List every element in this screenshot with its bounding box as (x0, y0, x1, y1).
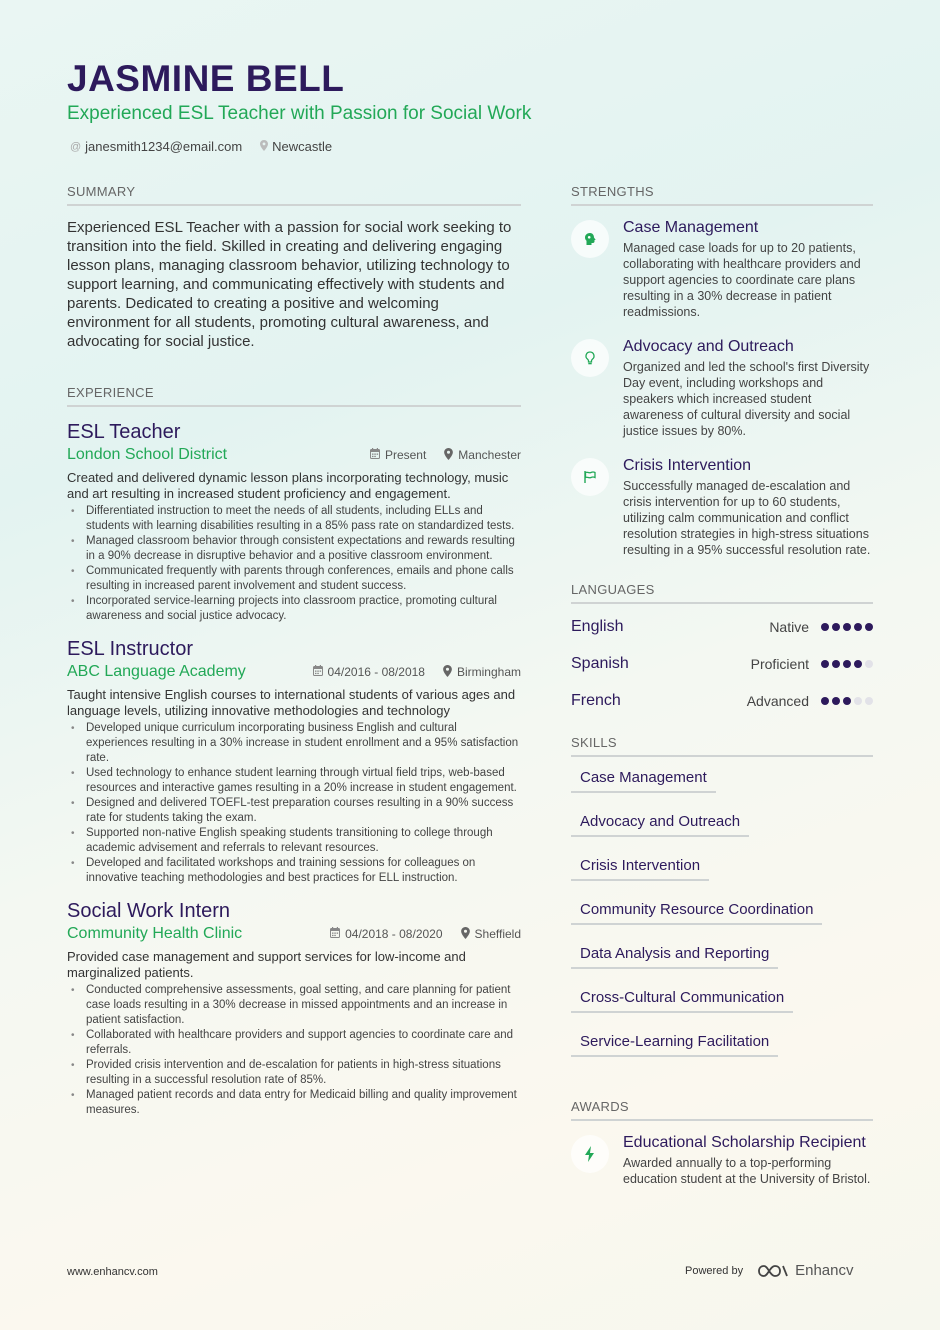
job-title: ESL Instructor (67, 638, 193, 660)
job-bullet: • Supported non-native English speaking students transitioning to college through academic advisement and referrals to relevant resources. (67, 826, 521, 856)
strength-title: Case Management (623, 219, 759, 236)
language-proficiency (769, 619, 873, 635)
skill-tag: Case Management (571, 761, 716, 793)
language-level: Native (769, 618, 809, 635)
job-dates (313, 665, 425, 680)
footer-website[interactable]: www.enhancv.com (67, 1266, 158, 1278)
job-location-text: Birmingham (456, 665, 521, 679)
language-name: English (571, 617, 624, 635)
enhancv-logo-icon (757, 1263, 789, 1279)
award-title: Educational Scholarship Recipient (623, 1134, 866, 1151)
calendar-icon (313, 665, 323, 679)
flag-icon (571, 458, 609, 496)
strength-body (623, 218, 873, 320)
job-bullets (67, 983, 521, 1118)
rating-dot-empty (865, 697, 873, 705)
language-item (571, 645, 873, 682)
strength-description: Organized and led the school's first Diversity Day event, including workshops and speakers which increased student awareness of cultural diversity and social justice issues by 80%. (623, 360, 870, 438)
strength-body (623, 456, 873, 558)
location-text: Newcastle (272, 139, 333, 154)
language-proficiency (747, 693, 873, 709)
skill-row (571, 937, 873, 981)
job-meta-row (67, 663, 521, 681)
job-bullet: • Developed and facilitated workshops and training sessions for colleagues on innovative teaching methodologies and best practices for ELL instruction. (67, 856, 521, 886)
brand-name: Enhancv (795, 1262, 854, 1279)
job-bullet: • Managed patient records and data entry for Medicaid billing and quality improvement measures. (67, 1088, 521, 1118)
location-pin-icon (461, 927, 470, 942)
rating-dot-filled (821, 697, 829, 705)
rating-dot-filled (843, 623, 851, 631)
location-pin-icon (444, 448, 453, 463)
award-item (571, 1133, 873, 1187)
experience-list (67, 419, 521, 1118)
skill-tag: Service-Learning Facilitation (571, 1025, 778, 1057)
language-level: Proficient (750, 655, 809, 672)
rating-dot-empty (865, 660, 873, 668)
skill-row (571, 805, 873, 849)
rating-dot-filled (854, 660, 862, 668)
rating-dot-filled (854, 623, 862, 631)
award-description: Awarded annually to a top-performing education student at the University of Bristol. (623, 1156, 871, 1186)
rating-dot-filled (821, 623, 829, 631)
contact-location (260, 139, 332, 154)
rating-dot-filled (832, 660, 840, 668)
job-meta (330, 927, 521, 942)
strength-item (571, 456, 873, 558)
job-description: Provided case management and support services for low-income and marginalized patients. (67, 949, 466, 980)
contact-email[interactable] (70, 139, 242, 154)
job-bullet: • Managed classroom behavior through consistent expectations and rewards resulting in a 90% decrease in disruptive behavior and a positive classroom environment. (67, 534, 521, 564)
job-meta (370, 448, 521, 463)
job-bullet: • Designed and delivered TOEFL-test preparation courses resulting in a 90% success rate for students taking the exam. (67, 796, 521, 826)
brand-logo[interactable] (757, 1262, 853, 1279)
language-rating (821, 697, 873, 705)
languages-list (571, 608, 873, 719)
rating-dot-filled (865, 623, 873, 631)
awards-heading: AWARDS (571, 1099, 873, 1121)
experience-entry (67, 419, 521, 624)
company-name: ABC Language Academy (67, 663, 246, 680)
at-icon: @ (70, 140, 82, 153)
job-bullet: • Differentiated instruction to meet the needs of all students, including ELLs and students with learning disabilities resulting in a 85% pass rate on standardized tests. (67, 504, 521, 534)
job-location-text: Sheffield (474, 927, 521, 941)
job-description: Created and delivered dynamic lesson plans incorporating technology, music and art resulting in increased student proficiency and engagement. (67, 470, 509, 501)
language-name: Spanish (571, 654, 629, 672)
job-meta-row (67, 446, 521, 464)
rating-dot-empty (854, 697, 862, 705)
job-title: Social Work Intern (67, 900, 231, 922)
skill-tag: Advocacy and Outreach (571, 805, 749, 837)
footer-branding (685, 1262, 853, 1279)
strength-item (571, 337, 873, 439)
job-bullets (67, 721, 521, 886)
job-bullet: • Collaborated with healthcare providers and support agencies to coordinate care and referrals. (67, 1028, 521, 1058)
candidate-headline: Experienced ESL Teacher with Passion for Social Work (67, 103, 532, 124)
location-pin-icon (260, 140, 268, 154)
job-bullet: • Conducted comprehensive assessments, goal setting, and care planning for patient case loads resulting in a 30% decrease in missed appointments and an increase in patient satisfaction. (67, 983, 521, 1028)
job-location (443, 665, 521, 680)
location-pin-icon (443, 665, 452, 680)
skill-tag: Data Analysis and Reporting (571, 937, 778, 969)
strength-title: Advocacy and Outreach (623, 338, 794, 355)
language-level: Advanced (746, 692, 809, 709)
summary-text: Experienced ESL Teacher with a passion for social work seeking to transition into the field. Skilled in creating and delivering engaging lesson plans, managing classroom behavior, utilizing technology to support learning, and communicating effectively with students and parents. Dedicated to creating a positive and welcoming environment for all students, promoting cultural awareness, and advocating for social justice. (67, 219, 512, 350)
job-bullet: • Provided crisis intervention and de-escalation for patients in high-stress situations resulting in a successful resolution rate of 85%. (67, 1058, 521, 1088)
summary-heading: SUMMARY (67, 184, 521, 206)
skill-tag: Crisis Intervention (571, 849, 709, 881)
rating-dot-filled (832, 623, 840, 631)
job-meta-row (67, 925, 521, 943)
awards-list (571, 1133, 873, 1187)
language-name: French (571, 691, 621, 709)
skill-tag: Community Resource Coordination (571, 893, 822, 925)
contact-bar (70, 139, 332, 154)
brain-icon (571, 220, 609, 258)
language-proficiency (751, 656, 873, 672)
skill-row (571, 981, 873, 1025)
skills-heading: SKILLS (571, 735, 873, 757)
strength-description: Successfully managed de-escalation and crisis intervention for up to 60 students, utilizing calm communication and conflict resolution strategies in high-stress situations resulting in a 95% successful resolution rate. (623, 479, 871, 557)
rating-dot-filled (832, 697, 840, 705)
strength-body (623, 337, 873, 439)
rating-dot-filled (843, 697, 851, 705)
job-location (461, 927, 521, 942)
job-dates (330, 927, 442, 942)
job-description: Taught intensive English courses to international students of various ages and language levels, utilizing innovative methodologies and technology (67, 687, 516, 718)
strength-item (571, 218, 873, 320)
company-name: London School District (67, 446, 228, 463)
company-name: Community Health Clinic (67, 925, 243, 942)
skill-row (571, 893, 873, 937)
job-bullet: • Used technology to enhance student learning through virtual field trips, web-based resources and interactive games resulting in a 20% increase in student engagement. (67, 766, 521, 796)
job-dates-text: 04/2018 - 08/2020 (345, 927, 443, 941)
job-bullet: • Communicated frequently with parents through conferences, emails and phone calls resulting in increased parent involvement and student success. (67, 564, 521, 594)
job-bullet: • Developed unique curriculum incorporating business English and cultural experiences resulting in a 30% increase in student enrollment and a 95% satisfaction rate. (67, 721, 521, 766)
language-rating (821, 660, 873, 668)
job-meta (313, 665, 521, 680)
powered-by-label: Powered by (685, 1264, 744, 1277)
skill-row (571, 761, 873, 805)
skill-row (571, 1025, 873, 1069)
strength-title: Crisis Intervention (623, 457, 752, 474)
rating-dot-filled (843, 660, 851, 668)
strengths-heading: STRENGTHS (571, 184, 873, 206)
experience-entry (67, 636, 521, 886)
candidate-name: JASMINE BELL (67, 58, 345, 99)
skills-list (571, 761, 873, 1069)
calendar-icon (330, 927, 340, 941)
strengths-list (571, 218, 873, 558)
lightbulb-icon (571, 339, 609, 377)
languages-heading: LANGUAGES (571, 582, 873, 604)
experience-heading: EXPERIENCE (67, 385, 521, 407)
job-location (444, 448, 521, 463)
job-dates-text: Present (384, 448, 427, 462)
job-location-text: Manchester (458, 448, 521, 462)
language-item (571, 682, 873, 719)
job-bullets (67, 504, 521, 624)
language-item (571, 608, 873, 645)
left-column (67, 184, 521, 1130)
right-column (571, 184, 873, 1204)
calendar-icon (370, 448, 380, 462)
strength-description: Managed case loads for up to 20 patients, collaborating with healthcare providers and support agencies to coordinate care plans resulting in a 30% decrease in patient readmissions. (623, 241, 861, 319)
experience-entry (67, 898, 521, 1118)
job-title: ESL Teacher (67, 421, 181, 443)
skill-row (571, 849, 873, 893)
email-text: janesmith1234@email.com (85, 139, 243, 154)
language-rating (821, 623, 873, 631)
rating-dot-filled (821, 660, 829, 668)
award-body (623, 1133, 873, 1187)
job-bullet: • Incorporated service-learning projects into classroom practice, promoting cultural awareness and social justice advocacy. (67, 594, 521, 624)
bolt-icon (571, 1135, 609, 1173)
skill-tag: Cross-Cultural Communication (571, 981, 793, 1013)
job-dates (370, 448, 426, 463)
job-dates-text: 04/2016 - 08/2018 (327, 665, 425, 679)
